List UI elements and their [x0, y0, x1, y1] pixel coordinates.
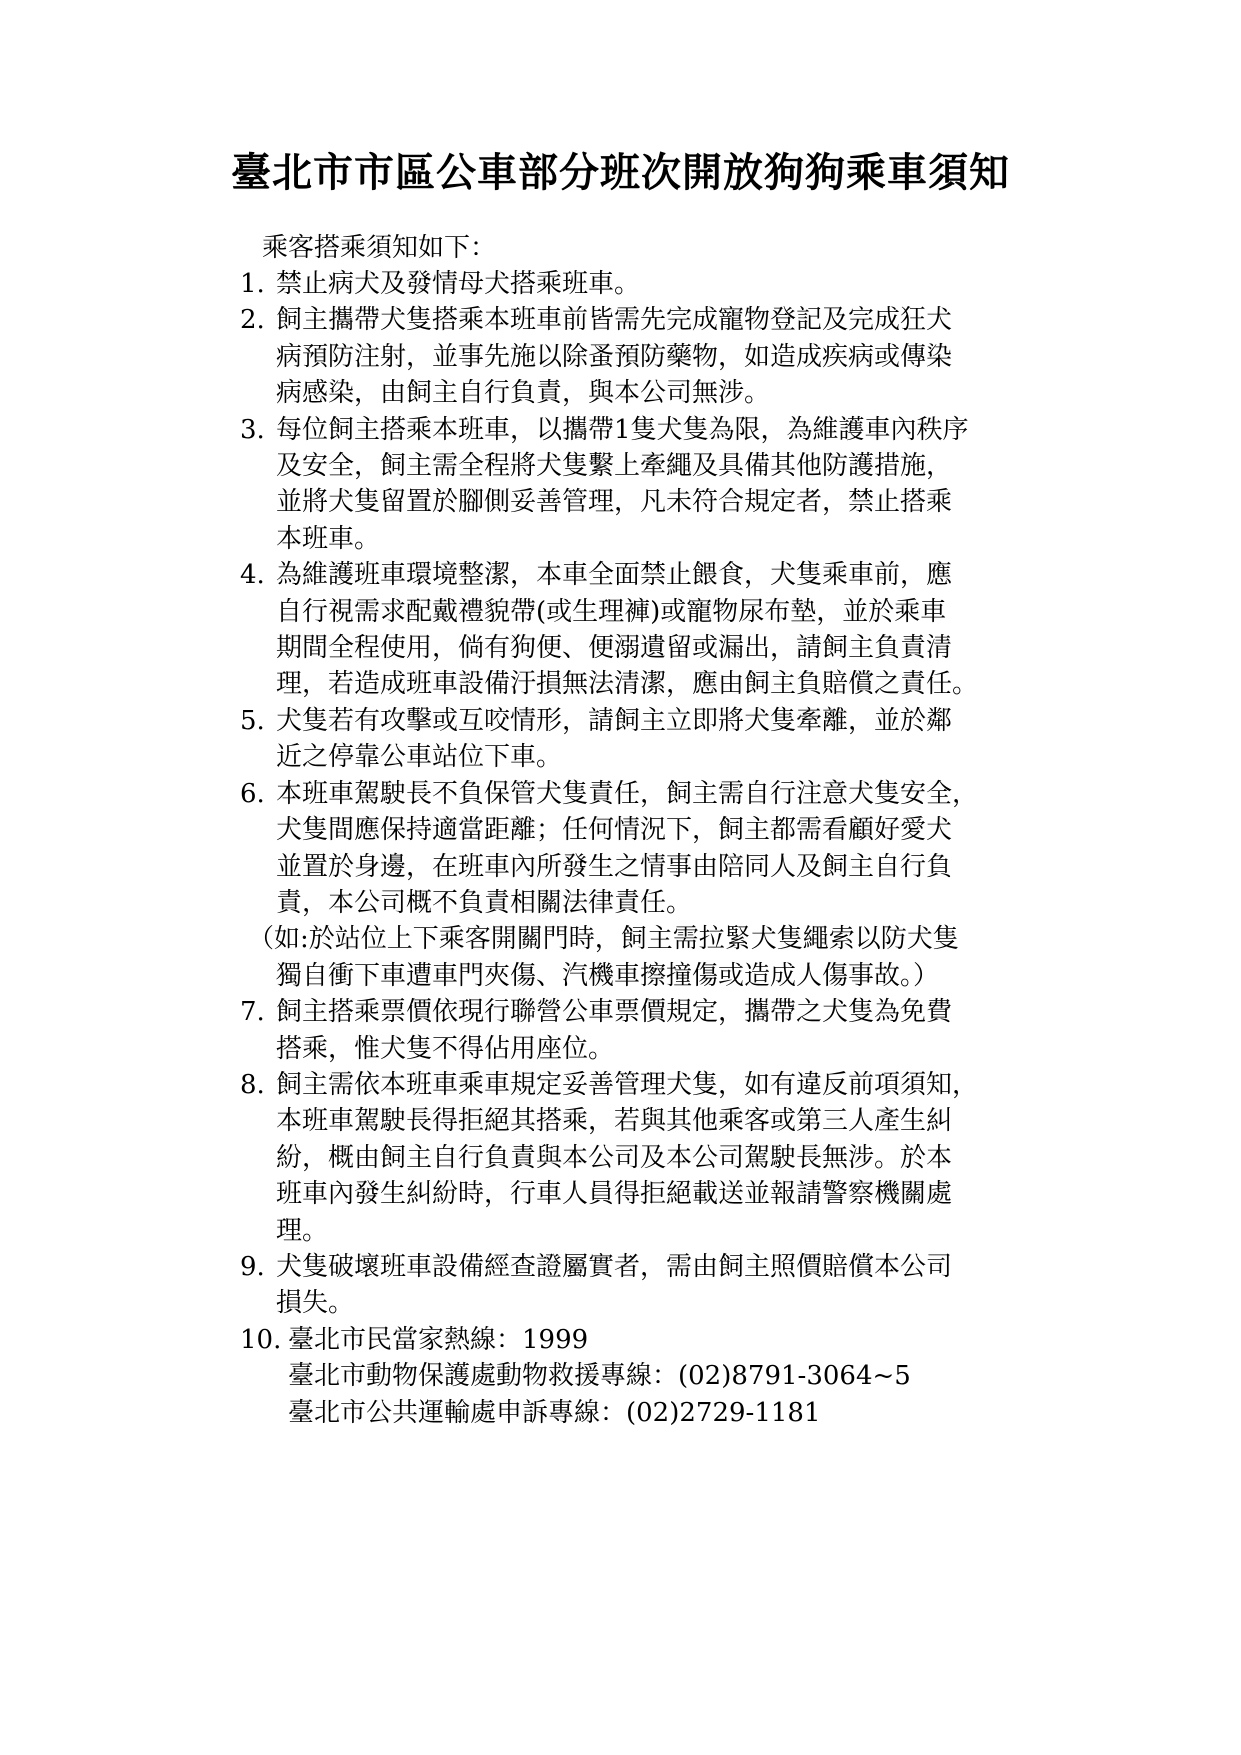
rule-6-note — [240, 921, 1120, 994]
rule-line: 搭乘，惟犬隻不得佔用座位。 — [276, 1033, 615, 1064]
rule-item-2 — [240, 302, 1120, 411]
rule-line: 紛，概由飼主自行負責與本公司及本公司駕駛長無涉。於本 — [276, 1142, 953, 1173]
rule-number: 6. — [240, 778, 265, 809]
rule-line: 理，若造成班車設備汙損無法清潔，應由飼主負賠償之責任。 — [276, 669, 979, 700]
rule-number: 2. — [240, 305, 265, 336]
rule-item-7 — [240, 994, 1120, 1067]
rule-line: 責，本公司概不負責相關法律責任。 — [276, 887, 693, 918]
rule-line: 並置於身邊，在班車內所發生之情事由陪同人及飼主自行負 — [276, 851, 953, 882]
rule-number: 7. — [240, 997, 265, 1028]
animal-rescue-hotline: 臺北市動物保護處動物救援專線：(02)8791-3064~5 — [288, 1361, 911, 1392]
rule-line: 理。 — [276, 1215, 329, 1246]
document-title: 臺北市市區公車部分班次開放狗狗乘車須知 — [231, 149, 1010, 196]
rule-line: 臺北市民當家熱線：1999 — [288, 1324, 589, 1355]
contact-lines — [240, 1358, 1120, 1431]
rule-line: 近之停靠公車站位下車。 — [276, 742, 563, 773]
rule-number: 9. — [240, 1251, 265, 1282]
rule-line: 犬隻破壞班車設備經查證屬實者，需由飼主照價賠償本公司 — [276, 1251, 953, 1282]
rule-line: 飼主搭乘票價依現行聯營公車票價規定，攜帶之犬隻為免費 — [276, 997, 953, 1028]
rule-line: 飼主攜帶犬隻搭乘本班車前皆需先完成寵物登記及完成狂犬 — [276, 305, 953, 336]
rule-line: 本班車。 — [276, 523, 381, 554]
rule-line: 病感染，由飼主自行負責，與本公司無涉。 — [276, 378, 771, 409]
rule-line: 期間全程使用，倘有狗便、便溺遺留或漏出，請飼主負責清 — [276, 633, 953, 664]
rule-line: 損失。 — [276, 1288, 355, 1319]
rule-line: 班車內發生糾紛時，行車人員得拒絕載送並報請警察機關處 — [276, 1179, 953, 1210]
note-line: （如:於站位上下乘客開關門時，飼主需拉緊犬隻繩索以防犬隻 — [248, 924, 959, 955]
rule-item-6 — [240, 776, 1120, 922]
rule-item-4 — [240, 557, 1120, 703]
rule-line: 自行視需求配戴禮貌帶(或生理褲)或寵物尿布墊，並於乘車 — [276, 596, 947, 627]
rule-line: 並將犬隻留置於腳側妥善管理，凡未符合規定者，禁止搭乘 — [276, 487, 953, 518]
rule-line: 本班車駕駛長不負保管犬隻責任，飼主需自行注意犬隻安全， — [276, 778, 979, 809]
rule-line: 及安全，飼主需全程將犬隻繫上牽繩及具備其他防護措施， — [276, 451, 953, 482]
rule-number: 8. — [240, 1069, 265, 1100]
note-line: 獨自衝下車遭車門夾傷、汽機車擦撞傷或造成人傷事故。） — [276, 960, 940, 991]
rule-item-8 — [240, 1067, 1120, 1249]
rule-number: 10. — [240, 1324, 282, 1355]
rule-line: 病預防注射，並事先施以除蚤預防藥物，如造成疾病或傳染 — [276, 341, 953, 372]
rule-item-3 — [240, 412, 1120, 558]
rule-item-1 — [240, 266, 1120, 302]
rule-line: 飼主需依本班車乘車規定妥善管理犬隻，如有違反前項須知， — [276, 1069, 979, 1100]
rule-line: 本班車駕駛長得拒絕其搭乘，若與其他乘客或第三人產生糾 — [276, 1106, 953, 1137]
rule-number: 3. — [240, 414, 265, 445]
rule-line: 犬隻間應保持適當距離；任何情況下，飼主都需看顧好愛犬 — [276, 815, 953, 846]
rule-number: 1. — [240, 269, 265, 299]
rule-line: 每位飼主搭乘本班車，以攜帶1隻犬隻為限，為維護車內秩序 — [276, 414, 969, 445]
rule-line: 犬隻若有攻擊或互咬情形，請飼主立即將犬隻牽離，並於鄰 — [276, 705, 953, 736]
rule-item-10 — [240, 1322, 1120, 1358]
transport-complaint-hotline: 臺北市公共運輸處申訴專線：(02)2729-1181 — [288, 1397, 821, 1428]
rule-item-9 — [240, 1249, 1120, 1322]
rule-number: 4. — [240, 560, 265, 591]
rule-number: 5. — [240, 705, 265, 736]
rule-line: 禁止病犬及發情母犬搭乘班車。 — [276, 269, 641, 299]
rule-item-5 — [240, 703, 1120, 776]
intro-text: 乘客搭乘須知如下： — [262, 233, 497, 263]
rules-list — [240, 266, 1120, 1431]
rule-line: 為維護班車環境整潔，本車全面禁止餵食，犬隻乘車前，應 — [276, 560, 953, 591]
